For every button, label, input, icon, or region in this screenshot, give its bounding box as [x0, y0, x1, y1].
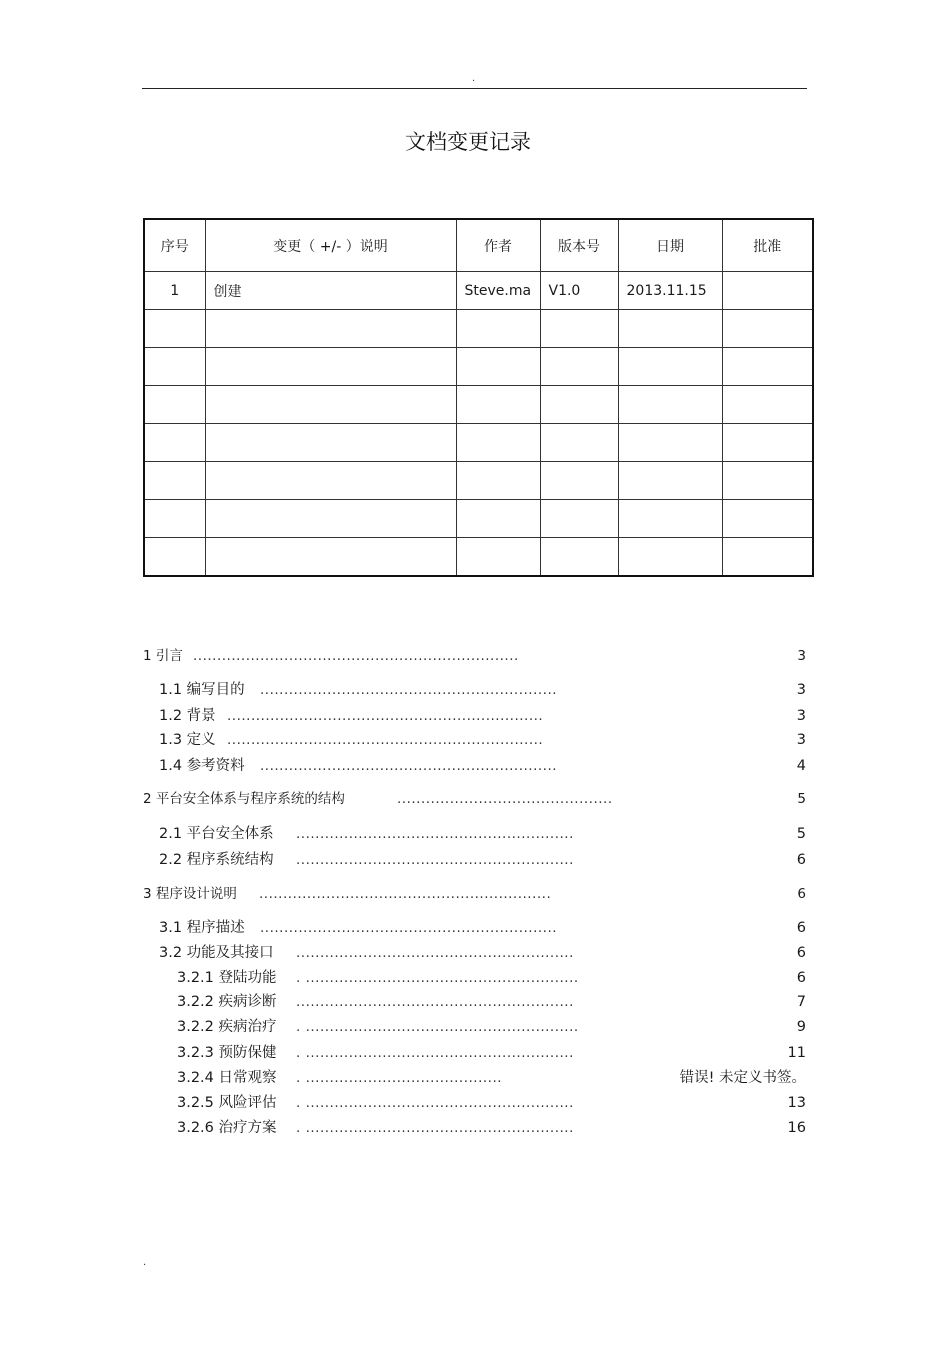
toc-leader: .................................................................... — [193, 648, 519, 664]
header-mark: . — [472, 73, 476, 84]
page-title: 文档变更记录 — [405, 130, 531, 154]
toc-entry[interactable] — [0, 1068, 950, 1088]
toc-page: 3 — [796, 732, 806, 748]
toc-label: 3.2.6 治疗方案 — [177, 1120, 277, 1136]
toc-leader: . ........................................................ — [296, 1120, 574, 1136]
toc-entry[interactable] — [0, 968, 950, 988]
toc-entry[interactable] — [0, 756, 950, 776]
toc-leader: .............................................................. — [260, 920, 558, 936]
toc-entry[interactable] — [0, 706, 950, 726]
toc-entry[interactable] — [0, 824, 950, 844]
toc-page: 3 — [797, 648, 806, 664]
toc-page: 错误! 未定义书签。 — [679, 1070, 806, 1086]
toc-label: 3.2.2 疾病治疗 — [177, 1019, 277, 1035]
toc-entry[interactable] — [0, 918, 950, 938]
col-header-approval: 批准 — [722, 219, 813, 272]
toc-label: 3.2.2 疾病诊断 — [177, 994, 277, 1010]
toc-entry[interactable] — [0, 1093, 950, 1113]
toc-entry[interactable] — [0, 789, 950, 809]
toc-page: 5 — [796, 826, 806, 842]
toc-label: 2 平台安全体系与程序系统的结构 — [143, 791, 345, 807]
toc-label: 1.2 背景 — [159, 708, 216, 724]
col-header-author: 作者 — [456, 219, 540, 272]
col-header-no: 序号 — [144, 219, 205, 272]
toc-page: 13 — [787, 1095, 806, 1111]
toc-page: 3 — [796, 708, 806, 724]
toc-entry[interactable] — [0, 680, 950, 700]
toc-leader: ............................................................. — [259, 886, 552, 902]
toc-page: 5 — [797, 791, 806, 807]
toc-leader: ............................................. — [397, 791, 613, 807]
toc-leader: .......................................................... — [296, 945, 574, 961]
toc-entry[interactable] — [0, 943, 950, 963]
toc-leader: .................................................................. — [227, 708, 544, 724]
toc-page: 6 — [796, 945, 806, 961]
toc-label: 3.2.5 风险评估 — [177, 1095, 277, 1111]
toc-entry[interactable] — [0, 730, 950, 750]
toc-leader: .......................................................... — [296, 826, 574, 842]
toc-label: 3.2.3 预防保健 — [177, 1045, 277, 1061]
cell-no: 1 — [144, 272, 205, 310]
toc-page: 16 — [787, 1120, 806, 1136]
toc-entry[interactable] — [0, 850, 950, 870]
toc-page: 3 — [796, 682, 806, 698]
col-header-date: 日期 — [618, 219, 722, 272]
cell-author: Steve.ma — [456, 272, 540, 310]
toc-page: 6 — [796, 920, 806, 936]
toc-leader: .......................................................... — [296, 852, 574, 868]
toc-leader: .............................................................. — [260, 682, 558, 698]
toc-page: 6 — [796, 852, 806, 868]
toc-entry[interactable] — [0, 884, 950, 904]
toc-label: 3 程序设计说明 — [143, 886, 237, 902]
cell-desc: 创建 — [205, 272, 456, 310]
col-header-desc: 变更（ +/- ）说明 — [205, 219, 456, 272]
cell-version: V1.0 — [540, 272, 618, 310]
toc-label: 2.2 程序系统结构 — [159, 852, 274, 868]
toc-entry[interactable] — [0, 992, 950, 1012]
toc-leader: . ........................................................ — [296, 1045, 574, 1061]
toc-entry[interactable] — [0, 1043, 950, 1063]
toc-leader: .......................................................... — [296, 994, 574, 1010]
toc-label: 1.3 定义 — [159, 732, 216, 748]
footer-mark: . — [143, 1257, 147, 1268]
toc-leader: .............................................................. — [260, 758, 558, 774]
col-header-version: 版本号 — [540, 219, 618, 272]
toc-label: 1.4 参考资料 — [159, 758, 245, 774]
toc-label: 3.1 程序描述 — [159, 920, 245, 936]
toc-label: 3.2.1 登陆功能 — [177, 970, 277, 986]
toc-leader: . ......................................... — [296, 1070, 503, 1086]
toc-label: 1 引言 — [143, 648, 183, 664]
toc-label: 1.1 编写目的 — [159, 682, 245, 698]
toc-label: 3.2 功能及其接口 — [159, 945, 274, 961]
cell-date: 2013.11.15 — [618, 272, 722, 310]
toc-page: 9 — [796, 1019, 806, 1035]
toc-page: 6 — [796, 970, 806, 986]
toc-leader: . ......................................................... — [296, 1019, 579, 1035]
toc-leader: . ......................................................... — [296, 970, 579, 986]
toc-entry[interactable] — [0, 646, 950, 666]
toc-page: 7 — [796, 994, 806, 1010]
toc-label: 2.1 平台安全体系 — [159, 826, 274, 842]
toc-label: 3.2.4 日常观察 — [177, 1070, 277, 1086]
toc-page: 4 — [796, 758, 806, 774]
toc-leader: .................................................................. — [227, 732, 544, 748]
toc-entry[interactable] — [0, 1118, 950, 1138]
toc-page: 6 — [797, 886, 806, 902]
toc-page: 11 — [787, 1045, 806, 1061]
toc-leader: . ........................................................ — [296, 1095, 574, 1111]
toc-entry[interactable] — [0, 1017, 950, 1037]
